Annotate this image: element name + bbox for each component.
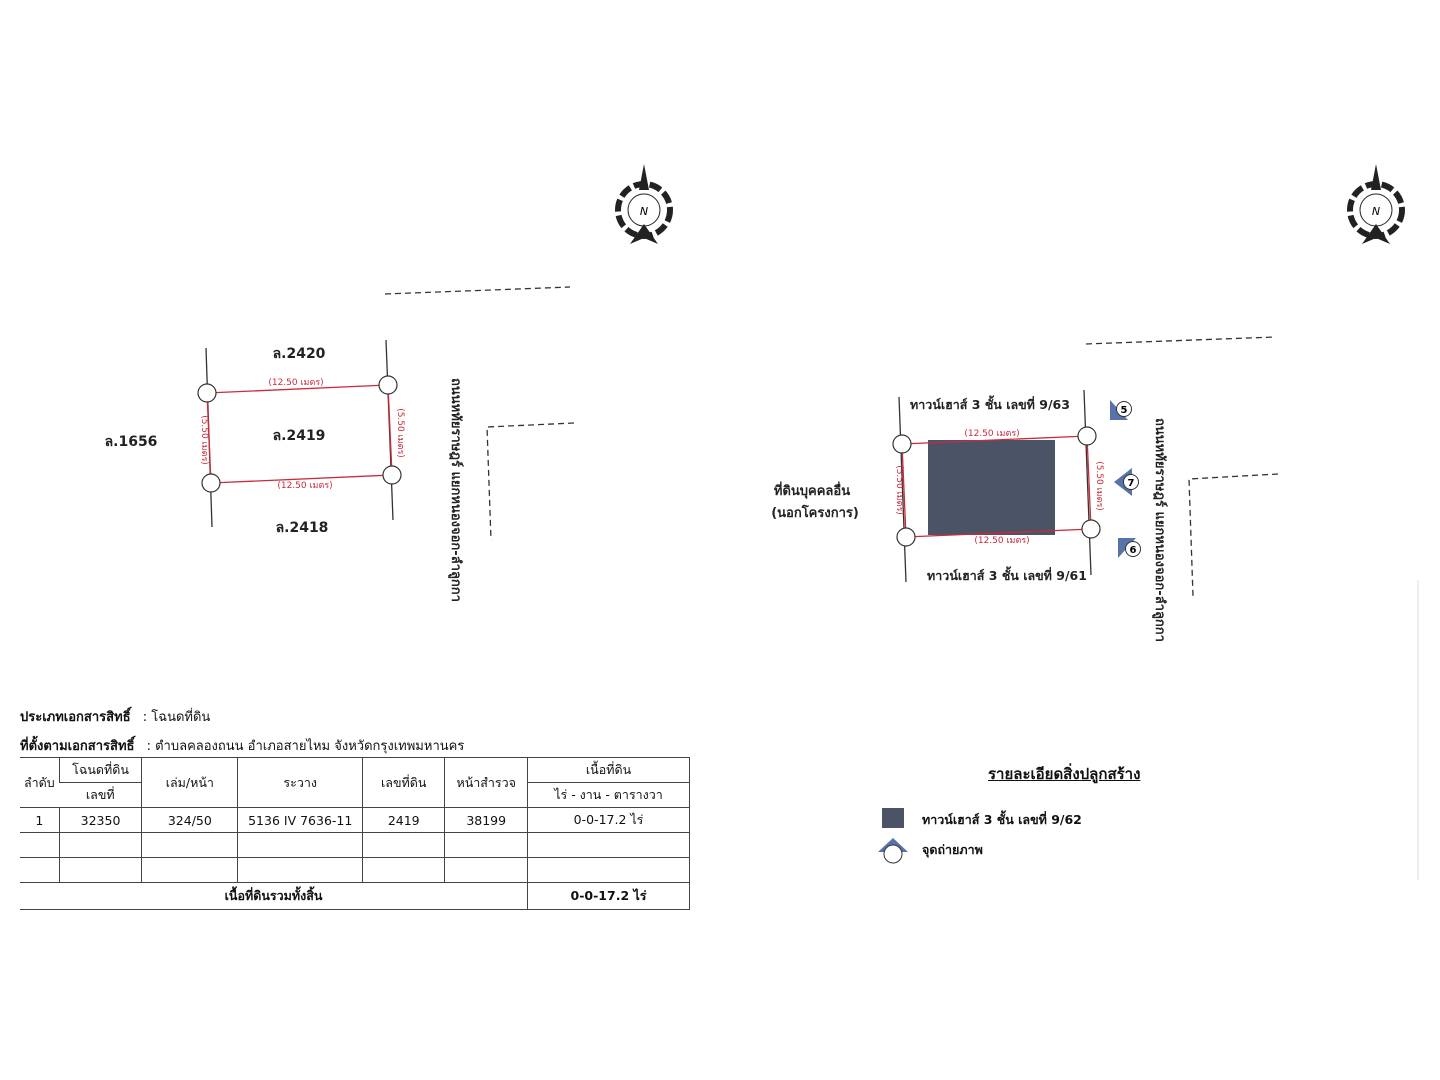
header-book-page: เล่ม/หน้า — [142, 758, 238, 808]
table-header-row — [20, 758, 690, 783]
left-parcel-south: ล.2418 — [275, 520, 329, 536]
right-road-name: ถนนหทัยราษฎร์ แยกหนองจอก-ลำลูกกา — [1152, 418, 1167, 642]
left-parcel-west: ล.1656 — [104, 434, 158, 450]
left-dim-top: (12.50 เมตร) — [268, 378, 324, 388]
cell-parcel-no: 2419 — [363, 808, 445, 833]
right-corner-marker — [1078, 427, 1096, 445]
cell-no: 1 — [20, 808, 59, 833]
legend-title: รายละเอียดสิ่งปลูกสร้าง — [988, 765, 1141, 783]
left-corner-marker — [383, 466, 401, 484]
photo-point-marker — [1110, 400, 1132, 420]
cell-deed: 32350 — [59, 808, 142, 833]
right-road-edge-bottom — [1189, 474, 1278, 596]
cell-area: 0-0-17.2 ไร่ — [528, 808, 690, 833]
right-corner-marker — [1082, 520, 1100, 538]
doc-type-label: ประเภทเอกสารสิทธิ์ — [20, 710, 131, 725]
right-dim-left: (5.50 เมตร) — [894, 465, 904, 515]
table-row — [20, 808, 690, 833]
header-area-units: ไร่ - งาน - ตารางวา — [528, 783, 690, 808]
right-compass-label: N — [1371, 205, 1381, 218]
right-corner-marker — [897, 528, 915, 546]
left-dim-left: (5.50 เมตร) — [199, 415, 209, 465]
doc-location-label: ที่ตั้งตามเอกสารสิทธิ์ — [20, 739, 135, 754]
left-dim-bottom: (12.50 เมตร) — [277, 481, 333, 491]
photo-point-marker — [1114, 468, 1139, 496]
header-area: เนื้อที่ดิน — [528, 758, 690, 783]
doc-type-value: : โฉนดที่ดิน — [142, 710, 211, 725]
table-row-empty — [20, 833, 690, 858]
right-corner-marker — [893, 435, 911, 453]
legend-building-label: ทาวน์เฮาส์ 3 ชั้น เลขที่ 9/62 — [922, 812, 1082, 827]
photo-point-number: 6 — [1129, 545, 1137, 556]
left-corner-marker — [198, 384, 216, 402]
left-dim-right: (5.50 เมตร) — [395, 408, 405, 458]
doc-type-row — [20, 706, 210, 727]
right-west-label-2: (นอกโครงการ) — [771, 506, 859, 521]
header-no: ลำดับ — [20, 758, 59, 808]
right-road-edge-top — [1086, 337, 1275, 344]
total-value: 0-0-17.2 ไร่ — [528, 883, 690, 910]
photo-point-number: 7 — [1127, 478, 1135, 489]
right-dim-bottom: (12.50 เมตร) — [974, 536, 1030, 546]
header-parcel-no: เลขที่ดิน — [363, 758, 445, 808]
photo-point-number: 5 — [1120, 405, 1128, 416]
table-total-row — [20, 883, 690, 910]
left-compass — [618, 164, 670, 244]
cell-book-page: 324/50 — [142, 808, 238, 833]
left-road-edge-bottom — [487, 423, 574, 540]
right-west-label-1: ที่ดินบุคคลอื่น — [773, 484, 851, 499]
legend-building-swatch — [882, 808, 904, 828]
cell-map-sheet: 5136 IV 7636-11 — [238, 808, 363, 833]
header-deed: โฉนดที่ดิน — [59, 758, 142, 783]
right-boundary-east — [1084, 390, 1091, 575]
photo-point-marker — [1118, 538, 1141, 558]
right-dim-right: (5.50 เมตร) — [1094, 461, 1104, 511]
legend-photo-point-label: จุดถ่ายภาพ — [922, 842, 983, 857]
right-compass — [1350, 164, 1402, 244]
right-house-north: ทาวน์เฮาส์ 3 ชั้น เลขที่ 9/63 — [910, 397, 1070, 412]
header-map-sheet: ระวาง — [238, 758, 363, 808]
cell-survey-page: 38199 — [445, 808, 528, 833]
left-parcel-north: ล.2420 — [272, 346, 326, 362]
left-parcel-center: ล.2419 — [272, 428, 326, 444]
legend-photo-point-icon — [876, 836, 910, 866]
header-survey-page: หน้าสำรวจ — [445, 758, 528, 808]
left-corner-marker — [202, 474, 220, 492]
right-house-south: ทาวน์เฮาส์ 3 ชั้น เลขที่ 9/61 — [927, 568, 1087, 583]
doc-location-value: : ตำบลคลองถนน อำเภอสายไหม จังหวัดกรุงเทพมหานคร — [146, 739, 465, 754]
header-deed-no: เลขที่ — [59, 783, 142, 808]
left-road-name: ถนนหทัยราษฎร์ แยกหนองจอก-ลำลูกกา — [448, 378, 463, 602]
table-row-empty — [20, 858, 690, 883]
left-compass-label: N — [639, 205, 649, 218]
doc-location-row — [20, 735, 464, 756]
total-label: เนื้อที่ดินรวมทั้งสิ้น — [20, 883, 528, 910]
left-corner-marker — [379, 376, 397, 394]
land-table — [20, 757, 690, 910]
left-road-edge-top — [385, 287, 570, 294]
right-dim-top: (12.50 เมตร) — [964, 429, 1020, 439]
right-building — [928, 440, 1055, 535]
